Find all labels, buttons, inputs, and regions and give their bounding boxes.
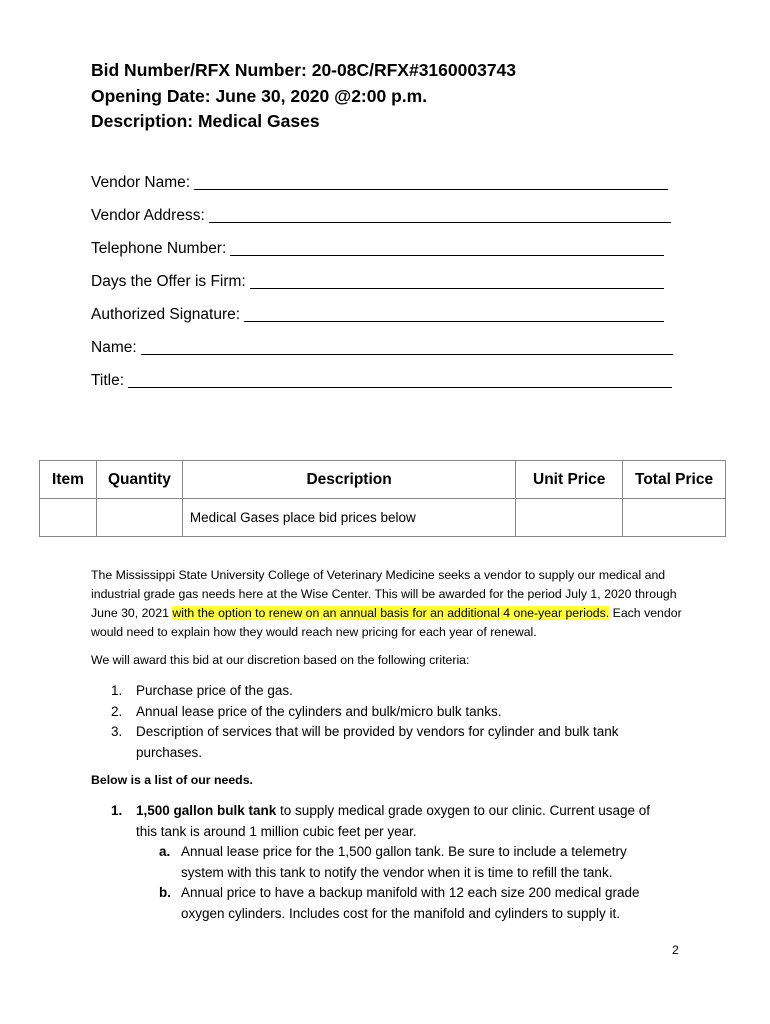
cell-unit-price[interactable] <box>516 499 623 537</box>
authorized-signature-blank[interactable] <box>244 307 664 322</box>
need-bold-title: 1,500 gallon bulk tank <box>136 803 277 818</box>
bid-table <box>39 460 726 537</box>
bid-number: Bid Number/RFX Number: 20-08C/RFX#3160003743 <box>91 60 517 80</box>
telephone-number-field <box>91 226 681 259</box>
sub-list-item <box>91 883 671 924</box>
days-offer-firm-field <box>91 259 681 292</box>
telephone-number-blank[interactable] <box>230 241 664 256</box>
telephone-number-label: Telephone Number: <box>91 240 227 257</box>
header-description: Description <box>182 461 515 499</box>
cell-quantity[interactable] <box>96 499 182 537</box>
vendor-address-label: Vendor Address: <box>91 207 205 224</box>
needs-list <box>91 801 671 924</box>
criteria-text: Description of services that will be provided by vendors for cylinder and bulk tank purchases. <box>136 724 619 760</box>
header-total-price: Total Price <box>623 461 726 499</box>
intro-section <box>91 566 691 679</box>
list-item <box>91 702 651 723</box>
list-item <box>91 801 671 842</box>
title-blank[interactable] <box>128 373 672 388</box>
criteria-text: Purchase price of the gas. <box>136 683 293 698</box>
table-row <box>40 499 726 537</box>
list-item <box>91 722 651 763</box>
list-item <box>91 681 651 702</box>
header-quantity: Quantity <box>96 461 182 499</box>
authorized-signature-label: Authorized Signature: <box>91 306 241 323</box>
intro-text-2: Each vendor would need to explain how they would reach new pricing for each year of renewal. <box>91 606 682 639</box>
sub-text: Annual lease price for the 1,500 gallon tank. Be sure to include a telemetry system with this tank to notify the vendor when it is time to refill the tank. <box>181 844 627 880</box>
cell-description: Medical Gases place bid prices below <box>182 499 515 537</box>
days-offer-firm-label: Days the Offer is Firm: <box>91 273 246 290</box>
sub-letter: b. <box>159 885 171 900</box>
vendor-name-field <box>91 160 681 193</box>
cell-total-price[interactable] <box>623 499 726 537</box>
needs-title: Below is a list of our needs. <box>91 773 253 787</box>
sub-list-item <box>91 842 671 883</box>
title-label: Title: <box>91 372 125 389</box>
header-item: Item <box>40 461 97 499</box>
header-unit-price: Unit Price <box>516 461 623 499</box>
criteria-list <box>91 681 651 763</box>
description-heading: Description: Medical Gases <box>91 111 320 131</box>
page-number: 2 <box>672 943 679 957</box>
intro-text-1: The Mississippi State University College of Veterinary Medicine seeks a vendor to supply our medical and industrial grade gas needs here at the Wise Center. This will be awarded for the period July 1, 2020 through June 30, 2021 <box>91 568 677 620</box>
cell-item[interactable] <box>40 499 97 537</box>
vendor-name-blank[interactable] <box>194 175 668 190</box>
intro-paragraph <box>91 566 691 642</box>
name-field <box>91 325 681 358</box>
vendor-address-field <box>91 193 681 226</box>
sub-text: Annual price to have a backup manifold with 12 each size 200 medical grade oxygen cylinders. Includes cost for the manifold and cylinders to supply it. <box>181 885 640 921</box>
need-text: to supply medical grade oxygen to our clinic. Current usage of this tank is around 1 million cubic feet per year. <box>136 803 650 839</box>
vendor-name-label: Vendor Name: <box>91 174 191 191</box>
criteria-number: 3. <box>111 724 123 739</box>
title-field <box>91 358 681 391</box>
table-header-row <box>40 461 726 499</box>
criteria-text: Annual lease price of the cylinders and bulk/micro bulk tanks. <box>136 703 502 719</box>
authorized-signature-field <box>91 292 681 325</box>
name-label: Name: <box>91 339 137 356</box>
vendor-form <box>91 160 681 391</box>
criteria-number: 1. <box>111 683 123 698</box>
renewal-highlight: with the option to renew on an annual basis for an additional 4 one-year periods. <box>172 606 610 620</box>
days-offer-firm-blank[interactable] <box>250 274 664 289</box>
name-blank[interactable] <box>141 340 673 355</box>
vendor-address-blank[interactable] <box>209 208 671 223</box>
document-header <box>91 58 516 135</box>
criteria-intro: We will award this bid at our discretion based on the following criteria: <box>91 653 470 667</box>
criteria-number: 2. <box>111 703 123 719</box>
sub-letter: a. <box>159 844 171 859</box>
need-number: 1. <box>111 803 123 818</box>
opening-date: Opening Date: June 30, 2020 @2:00 p.m. <box>91 85 428 106</box>
